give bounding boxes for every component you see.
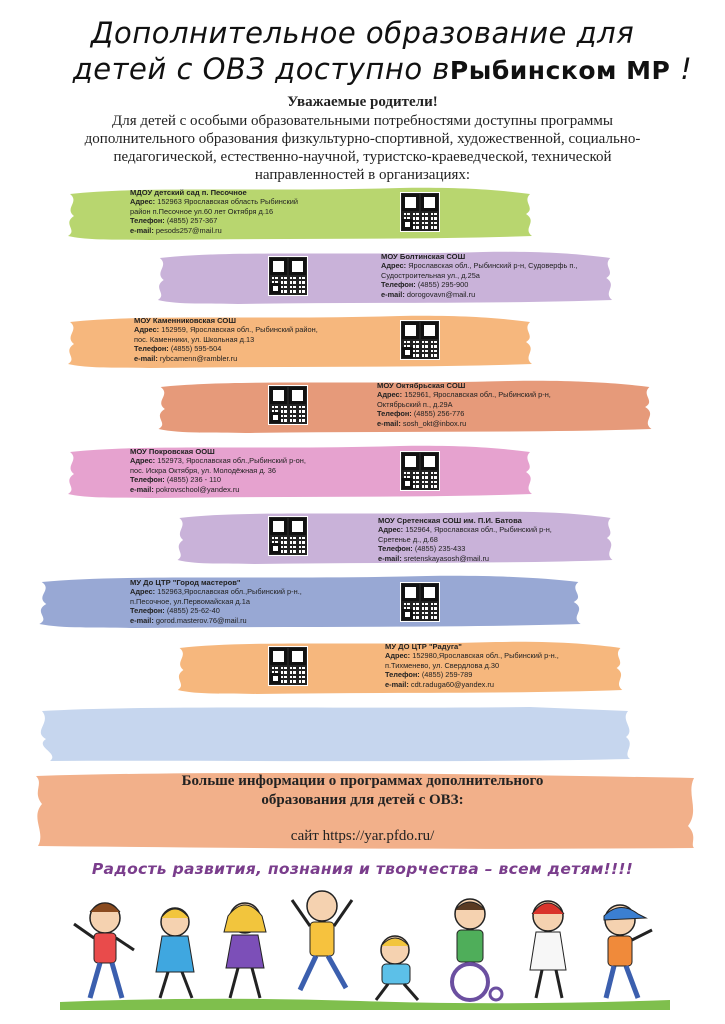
child-8: [604, 905, 652, 998]
phone-label: Телефон:: [378, 544, 413, 554]
child-4: [292, 891, 352, 990]
org-phone-value: (4855) 25-62-40: [166, 606, 220, 616]
org-card: [377, 381, 577, 428]
qr-code-icon: [400, 320, 440, 360]
org-address: [130, 197, 320, 216]
org-email-link[interactable]: pokrovschool@yandex.ru: [155, 484, 240, 494]
email-label: e-mail:: [378, 553, 402, 563]
address-label: Адрес:: [378, 525, 404, 535]
address-label: Адрес:: [381, 261, 407, 271]
qr-finder-pattern: [402, 478, 413, 489]
title-place: Рыбинском МР: [449, 56, 671, 85]
qr-code-icon: [400, 582, 440, 622]
email-label: e-mail:: [381, 289, 405, 299]
email-label: e-mail:: [130, 615, 154, 625]
org-phone-value: (4855) 259-789: [421, 670, 473, 680]
org-phone-value: (4855) 595-504: [170, 344, 222, 354]
org-phone-value: (4855) 235-433: [414, 544, 466, 554]
phone-label: Телефон:: [385, 670, 420, 680]
address-label: Адрес:: [385, 651, 411, 661]
org-address: [134, 325, 324, 344]
org-email: [130, 226, 320, 235]
title-suffix: !: [670, 52, 693, 86]
org-address: [385, 651, 585, 670]
email-label: e-mail:: [130, 484, 154, 494]
more-info-line-1: Больше информации о программах дополнительного: [181, 773, 544, 789]
org-card: [130, 578, 320, 625]
org-card: [130, 447, 320, 494]
greeting: Уважаемые родители!: [287, 94, 438, 110]
org-phone: [378, 544, 578, 553]
qr-finder-pattern: [270, 673, 281, 684]
org-phone: [130, 216, 320, 225]
child-3: [224, 903, 266, 998]
phone-label: Телефон:: [377, 409, 412, 419]
org-address-value: Ярославская обл., Рыбинский р-н, Судоверфь п., Судостроительная ул., д.25а: [381, 261, 578, 280]
org-address: [130, 587, 320, 606]
org-card: [134, 316, 324, 363]
address-label: Адрес:: [134, 325, 160, 335]
website-link[interactable]: сайт https://yar.pfdo.ru/: [290, 828, 435, 844]
page-title-line-2: [20, 52, 725, 86]
org-card: [385, 642, 585, 689]
org-email-link[interactable]: dorogovavn@mail.ru: [406, 289, 476, 299]
org-email-link[interactable]: gorod.masterov.76@mail.ru: [155, 615, 247, 625]
more-info-line-2: образования для детей с ОВЗ:: [261, 792, 464, 808]
org-phone: [381, 280, 581, 289]
qr-finder-pattern: [270, 412, 281, 423]
org-phone-value: (4855) 295-900: [417, 280, 469, 290]
phone-label: Телефон:: [130, 216, 165, 226]
slogan: Радость развития, познания и творчества – всем детям!!!!: [91, 860, 634, 878]
org-name: МДОУ детский сад п. Песочное: [130, 188, 247, 197]
org-email: [130, 485, 320, 494]
org-card: [130, 188, 320, 235]
email-label: e-mail:: [134, 353, 158, 363]
org-address-value: 152980,Ярославская обл., Рыбинский р-н., п.Тихменево, ул. Свердлова д.30: [385, 651, 559, 670]
child-2: [156, 908, 194, 998]
org-email: [377, 419, 577, 428]
empty-brush-shape: [30, 703, 640, 763]
email-label: e-mail:: [130, 225, 154, 235]
org-email: [130, 616, 320, 625]
org-phone: [134, 344, 324, 353]
qr-finder-pattern: [402, 219, 413, 230]
org-phone: [130, 475, 320, 484]
intro-text: Для детей с особыми образовательными потребностями доступны программы дополнительного образования физкультурно-спортивной, художественной, социально-педагогической, естественно-научной, туристско-краеведческой, технической направленностей в организациях:: [84, 113, 641, 183]
empty-brush-stroke: [30, 703, 640, 763]
org-email-link[interactable]: pesods257@mail.ru: [155, 225, 222, 235]
org-email: [378, 554, 578, 563]
phone-label: Телефон:: [381, 280, 416, 290]
org-email: [385, 680, 585, 689]
org-name: МОУ Болтинская СОШ: [381, 252, 466, 261]
address-label: Адрес:: [130, 197, 156, 207]
org-address-value: 152964, Ярославская обл., Рыбинский р-н, Сретенье д., д.68: [378, 525, 552, 544]
org-address: [377, 390, 577, 409]
org-address-value: 152963,Ярославская обл.,Рыбинский р-н., п.Песочное, ул.Первомайская д.1а: [130, 587, 302, 606]
child-5: [376, 936, 418, 1000]
qr-code-icon: [268, 385, 308, 425]
page-title-line-1: Дополнительное образование для: [90, 16, 635, 50]
org-email-link[interactable]: sretenskayasosh@mail.ru: [403, 553, 490, 563]
address-label: Адрес:: [377, 390, 403, 400]
org-name: МОУ Каменниковская СОШ: [134, 316, 236, 325]
org-phone: [385, 670, 585, 679]
qr-code-icon: [268, 256, 308, 296]
child-1: [74, 903, 134, 998]
org-email: [134, 354, 324, 363]
phone-label: Телефон:: [130, 475, 165, 485]
org-name: МУ До ЦТР "Город мастеров": [130, 578, 241, 587]
org-phone-value: (4855) 257-367: [166, 216, 218, 226]
qr-finder-pattern: [402, 347, 413, 358]
org-name: МОУ Покровская ООШ: [130, 447, 215, 456]
qr-code-icon: [268, 516, 308, 556]
qr-code-icon: [268, 646, 308, 686]
qr-finder-pattern: [402, 609, 413, 620]
org-email-link[interactable]: sosh_okt@inbox.ru: [402, 418, 467, 428]
org-address: [130, 456, 320, 475]
org-address: [378, 525, 578, 544]
phone-label: Телефон:: [134, 344, 169, 354]
phone-label: Телефон:: [130, 606, 165, 616]
org-address: [381, 261, 581, 280]
email-label: e-mail:: [377, 418, 401, 428]
address-label: Адрес:: [130, 456, 156, 466]
org-phone: [377, 409, 577, 418]
org-address-value: 152963 Ярославская область Рыбинский район п.Песочное ул.60 лет Октября д.16: [130, 197, 298, 216]
org-name: МОУ Сретенская СОШ им. П.И. Батова: [378, 516, 522, 525]
child-wheelchair: [452, 899, 502, 1000]
org-address-value: 152973, Ярославская обл.,Рыбинский р-он, пос. Искра Октября, ул. Молодёжная д. 36: [130, 456, 306, 475]
org-phone-value: (4855) 256-776: [413, 409, 465, 419]
qr-code-icon: [400, 192, 440, 232]
org-email-link[interactable]: cdt.raduga60@yandex.ru: [410, 679, 494, 689]
org-email-link[interactable]: rybcamenn@rambler.ru: [159, 353, 238, 363]
more-info-block: [0, 772, 725, 846]
org-phone: [130, 606, 320, 615]
children-illustration: [60, 880, 670, 1010]
address-label: Адрес:: [130, 587, 156, 597]
email-label: e-mail:: [385, 679, 409, 689]
qr-finder-pattern: [270, 283, 281, 294]
org-card: [381, 252, 581, 299]
org-card: [378, 516, 578, 563]
org-phone-value: (4855) 236 - 110: [166, 475, 221, 485]
qr-code-icon: [400, 451, 440, 491]
title-prefix: детей с ОВЗ доступно в: [72, 52, 450, 86]
child-7: [530, 901, 566, 998]
qr-finder-pattern: [270, 543, 281, 554]
org-name: МОУ Октябрьская СОШ: [377, 381, 466, 390]
org-address-value: 152961, Ярославская обл., Рыбинский р-н, Октябрьский п., д.29А: [377, 390, 551, 409]
org-name: МУ ДО ЦТР "Радуга": [385, 642, 462, 651]
grass: [60, 999, 670, 1010]
org-address-value: 152959, Ярославская обл., Рыбинский район, пос. Каменники, ул. Школьная д.13: [134, 325, 318, 344]
org-email: [381, 290, 581, 299]
